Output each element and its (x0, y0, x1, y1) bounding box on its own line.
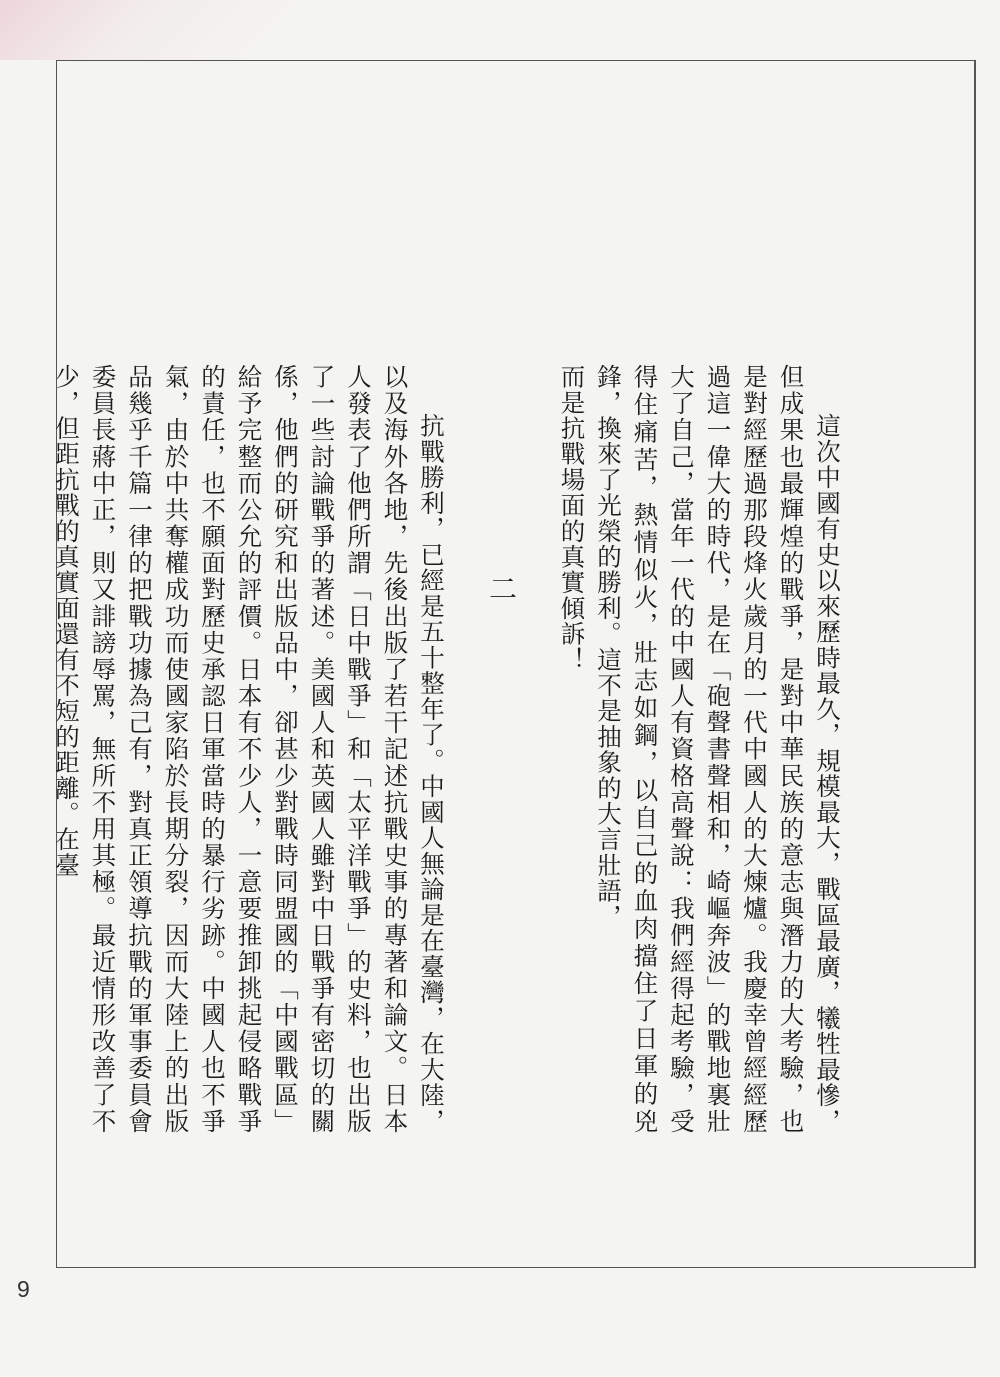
vertical-text-body (48, 364, 846, 1134)
corner-color-tint (0, 0, 340, 60)
paragraph-continuation: 而是抗戰場面的真實傾訴！ (557, 364, 587, 673)
paragraph: 這次中國有史以來歷時最久，規模最大，戰區最廣，犧牲最慘，但成果也最輝煌的戰爭，是對中華民族的意志與潛力的大考驗，也是對經歷過那段烽火歲月的一代中國人的大煉爐。我慶幸曾經經歷過這一偉大的時代，是在「砲聲書聲相和，崎嶇奔波」的戰地裏壯大了自己，當年一代的中國人有資格高聲說：我們經得起考驗，受得住痛苦，熱情似火，壯志如鋼，以自己的血肉擋住了日軍的兇鋒，換來了光榮的勝利。這不是抽象的大言壯語， (594, 364, 842, 1134)
paragraph: 抗戰勝利，已經是五十整年了。中國人無論是在臺灣，在大陸，以及海外各地，先後出版了若干記述抗戰史事的專著和論文。日本人發表了他們所謂「日中戰爭」和「太平洋戰爭」的史料，也出版了一些討論戰爭的著述。美國人和英國人雖對中日戰爭有密切的關係，他們的研究和出版品中，卻甚少對戰時同盟國的「中國戰區」給予完整而公允的評價。日本有不少人，一意要推卸挑起侵略戰爭的責任，也不願面對歷史承認日軍當時的暴行劣跡。中國人也不爭氣，由於中共奪權成功而使國家陷於長期分裂，因而大陸上的出版品幾乎千篇一律的把戰功據為己有，對真正領導抗戰的軍事委員會委員長蔣中正，則又誹謗辱罵，無所不用其極。最近情形改善了不少，但距抗戰的真實面還有不短的距離。在臺 (52, 364, 446, 1134)
page-frame-right-rule (974, 60, 976, 1268)
page-number: 9 (17, 1276, 30, 1302)
section-number: 二 (485, 574, 518, 604)
